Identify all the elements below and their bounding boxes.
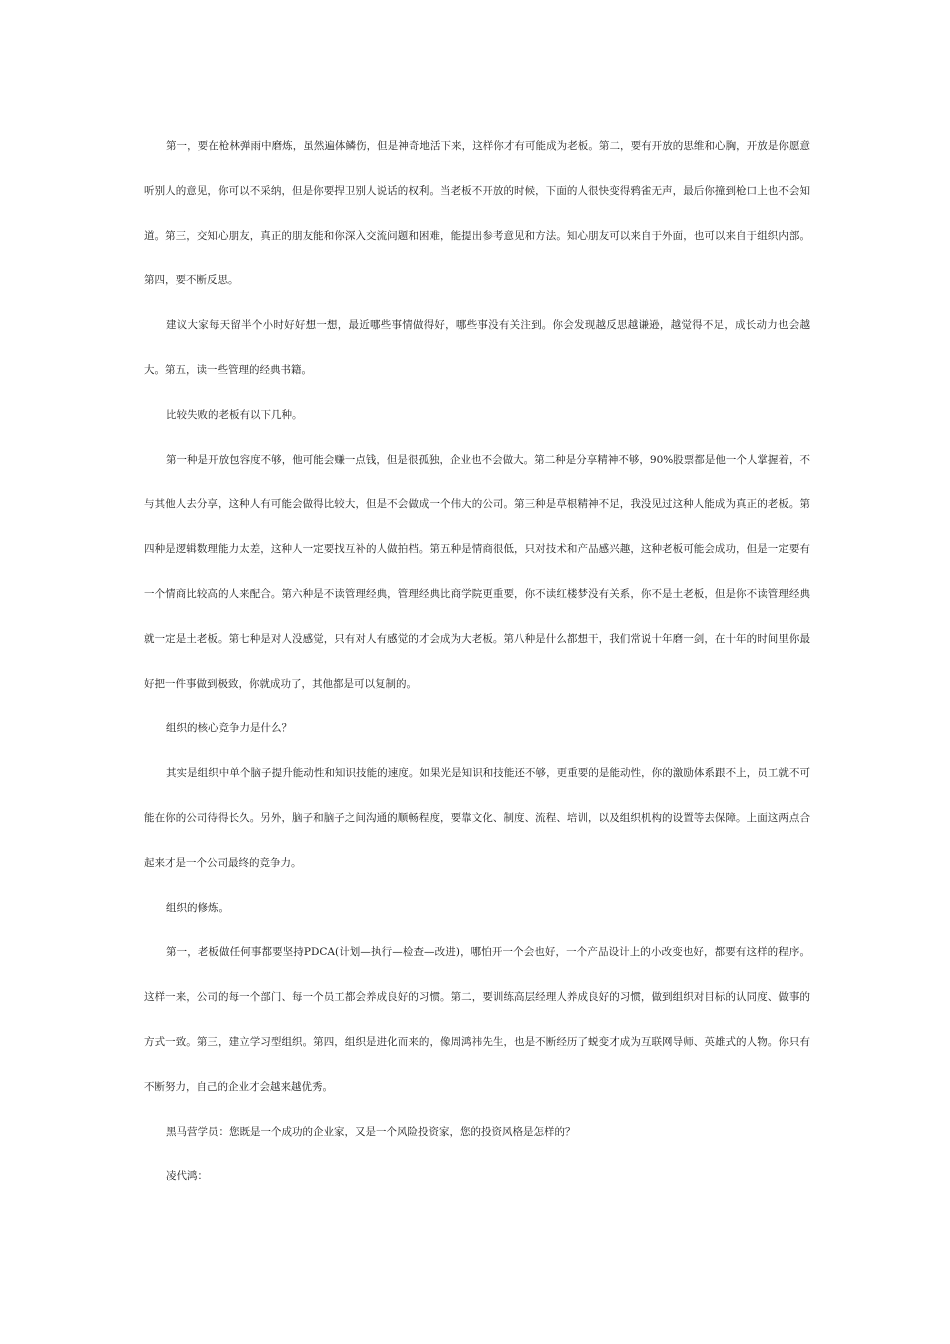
- paragraph: 建议大家每天留半个小时好好想一想，最近哪些事情做得好，哪些事没有关注到。你会发现越反思越谦逊，越觉得不足，成长动力也会越大。第五，读一些管理的经典书籍。: [144, 319, 810, 376]
- paragraph: 组织的核心竞争力是什么？: [166, 722, 292, 735]
- paragraph: 第一种是开放包容度不够，他可能会赚一点钱，但是很孤独，企业也不会做大。第二种是分享精神不够，90%股票都是他一个人掌握着，不与其他人去分享，这种人有可能会做得比较大，但是不会做成一个伟大的公司。第三种是草根精神不足，我没见过这种人能成为真正的老板。第四种是逻辑数理能力太差，这种人一定要找互补的人做拍档。第五种是情商很低，只对技术和产品感兴趣，这种老板可能会成功，但是一定要有一个情商比较高的人来配合。第六种是不读管理经典，管理经典比商学院更重要，你不读红楼梦没有关系，你不是土老板，但是你不读管理经典就一定是土老板。第七种是对人没感觉，只有对人有感觉的才会成为大老板。第八种是什么都想干，我们常说十年磨一剑，在十年的时间里你最好把一件事做到极致，你就成功了，其他都是可以复制的。: [144, 453, 810, 690]
- paragraph: 第一，老板做任何事都要坚持PDCA(计划—执行—检查—改进)，哪怕开一个会也好，一个产品设计上的小改变也好，都要有这样的程序。这样一来，公司的每一个部门、每一个员工都会养成良好的习惯。第二，要训练高层经理人养成良好的习惯，做到组织对目标的认同度、做事的方式一致。第三，建立学习型组织。第四，组织是进化而来的，像周鸿祎先生，也是不断经历了蜕变才成为互联网导师、英雄式的人物。你只有不断努力，自己的企业才会越来越优秀。: [144, 946, 810, 1093]
- paragraph: 凌代鸿：: [166, 1170, 208, 1183]
- paragraph: 比较失败的老板有以下几种。: [166, 408, 303, 421]
- paragraph: 组织的修炼。: [166, 901, 229, 914]
- paragraph: 黑马营学员：您既是一个成功的企业家，又是一个风险投资家，您的投资风格是怎样的？: [166, 1125, 576, 1138]
- paragraph: 第一，要在枪林弹雨中磨炼，虽然遍体鳞伤，但是神奇地活下来，这样你才有可能成为老板。第二，要有开放的思维和心胸，开放是你愿意听别人的意见，你可以不采纳，但是你要捍卫别人说话的权利。当老板不开放的时候，下面的人很快变得鸦雀无声，最后你撞到枪口上也不会知道。第三，交知心朋友，真正的朋友能和你深入交流问题和困难，能提出参考意见和方法。知心朋友可以来自于外面，也可以来自于组织内部。第四，要不断反思。: [144, 140, 810, 287]
- document-body: [144, 124, 810, 1199]
- paragraph: 其实是组织中单个脑子提升能动性和知识技能的速度。如果光是知识和技能还不够，更重要的是能动性，你的激励体系跟不上，员工就不可能在你的公司待得长久。另外，脑子和脑子之间沟通的顺畅程度，要靠文化、制度、流程、培训，以及组织机构的设置等去保障。上面这两点合起来才是一个公司最终的竞争力。: [144, 767, 810, 869]
